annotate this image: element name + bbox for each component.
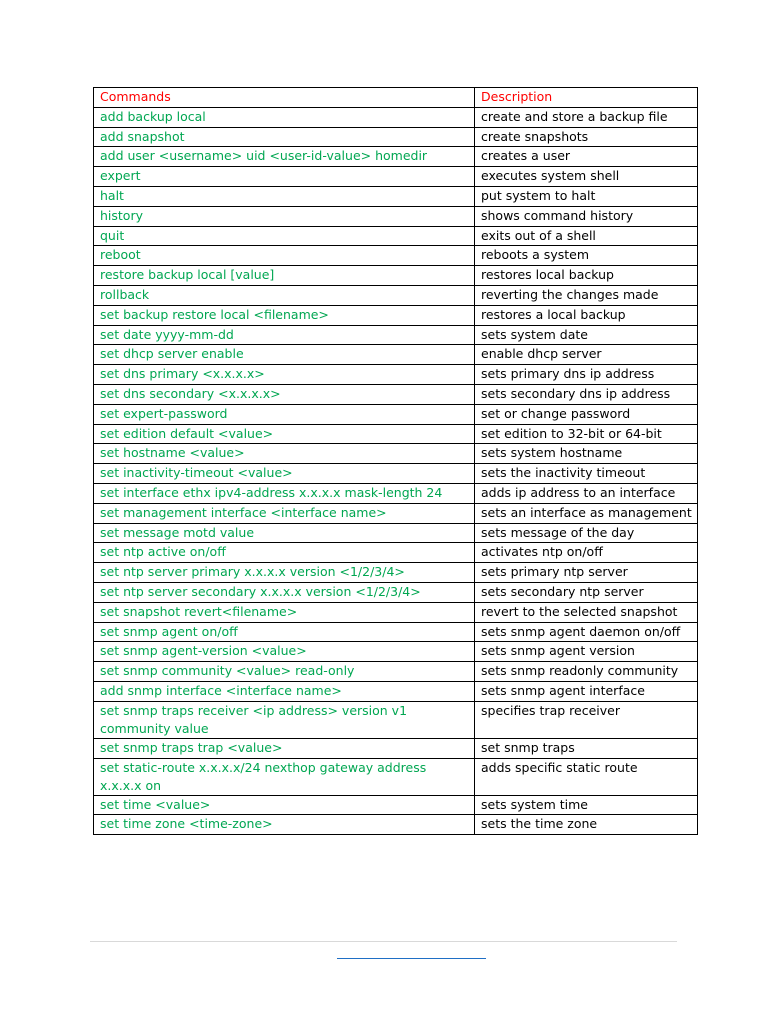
commands-table	[93, 87, 698, 835]
command-cell: reboot	[94, 246, 475, 266]
command-cell: set dhcp server enable	[94, 345, 475, 365]
table-row	[94, 523, 698, 543]
command-cell: rollback	[94, 285, 475, 305]
command-cell: set snmp traps trap <value>	[94, 738, 475, 758]
description-cell: create and store a backup file	[475, 107, 698, 127]
command-cell: set interface ethx ipv4-address x.x.x.x mask-length 24	[94, 483, 475, 503]
command-cell: set dns primary <x.x.x.x>	[94, 365, 475, 385]
description-cell: adds specific static route	[475, 758, 698, 795]
table-row	[94, 444, 698, 464]
table-header-row	[94, 88, 698, 108]
table-row	[94, 404, 698, 424]
description-cell: restores a local backup	[475, 305, 698, 325]
command-cell: set hostname <value>	[94, 444, 475, 464]
description-cell: sets system time	[475, 795, 698, 815]
table-row	[94, 464, 698, 484]
table-row	[94, 345, 698, 365]
description-cell: adds ip address to an interface	[475, 483, 698, 503]
description-cell: specifies trap receiver	[475, 701, 698, 738]
command-cell: set expert-password	[94, 404, 475, 424]
command-cell: restore backup local [value]	[94, 266, 475, 286]
description-cell: reboots a system	[475, 246, 698, 266]
footer-divider	[90, 941, 677, 942]
table-row	[94, 424, 698, 444]
description-cell: sets system hostname	[475, 444, 698, 464]
command-cell: add user <username> uid <user-id-value> homedir	[94, 147, 475, 167]
description-cell: sets secondary dns ip address	[475, 384, 698, 404]
command-cell: set ntp server primary x.x.x.x version <1/2/3/4>	[94, 563, 475, 583]
table-row	[94, 503, 698, 523]
command-cell: add snmp interface <interface name>	[94, 681, 475, 701]
command-cell: set date yyyy-mm-dd	[94, 325, 475, 345]
table-row	[94, 622, 698, 642]
table-row	[94, 681, 698, 701]
command-cell: add backup local	[94, 107, 475, 127]
table-row	[94, 602, 698, 622]
command-cell: set dns secondary <x.x.x.x>	[94, 384, 475, 404]
table-row	[94, 246, 698, 266]
command-cell: set ntp active on/off	[94, 543, 475, 563]
description-cell: creates a user	[475, 147, 698, 167]
table-row	[94, 186, 698, 206]
description-cell: sets message of the day	[475, 523, 698, 543]
table-row	[94, 662, 698, 682]
command-cell: expert	[94, 167, 475, 187]
description-cell: sets snmp agent version	[475, 642, 698, 662]
header-commands: Commands	[94, 88, 475, 108]
description-cell: activates ntp on/off	[475, 543, 698, 563]
command-cell: set management interface <interface name>	[94, 503, 475, 523]
description-cell: reverting the changes made	[475, 285, 698, 305]
description-cell: set snmp traps	[475, 738, 698, 758]
table-row	[94, 738, 698, 758]
description-cell: enable dhcp server	[475, 345, 698, 365]
command-cell: set snmp agent on/off	[94, 622, 475, 642]
description-cell: sets an interface as management	[475, 503, 698, 523]
table-row	[94, 127, 698, 147]
table-row	[94, 642, 698, 662]
description-cell: sets snmp agent daemon on/off	[475, 622, 698, 642]
description-cell: set edition to 32-bit or 64-bit	[475, 424, 698, 444]
table-row	[94, 206, 698, 226]
description-cell: revert to the selected snapshot	[475, 602, 698, 622]
command-cell: quit	[94, 226, 475, 246]
description-cell: executes system shell	[475, 167, 698, 187]
table-row	[94, 325, 698, 345]
command-cell: set snmp traps receiver <ip address> version v1 community value	[94, 701, 475, 738]
description-cell: set or change password	[475, 404, 698, 424]
table-row	[94, 582, 698, 602]
description-cell: sets the time zone	[475, 815, 698, 835]
description-cell: sets snmp agent interface	[475, 681, 698, 701]
table-row	[94, 226, 698, 246]
table-row	[94, 147, 698, 167]
command-cell: set backup restore local <filename>	[94, 305, 475, 325]
description-cell: sets primary dns ip address	[475, 365, 698, 385]
description-cell: sets system date	[475, 325, 698, 345]
table-row	[94, 795, 698, 815]
description-cell: sets primary ntp server	[475, 563, 698, 583]
command-cell: set snmp community <value> read-only	[94, 662, 475, 682]
description-cell: sets snmp readonly community	[475, 662, 698, 682]
table-row	[94, 107, 698, 127]
command-cell: set ntp server secondary x.x.x.x version <1/2/3/4>	[94, 582, 475, 602]
table-row	[94, 266, 698, 286]
table-row	[94, 815, 698, 835]
table-row	[94, 483, 698, 503]
command-cell: set static-route x.x.x.x/24 nexthop gateway address x.x.x.x on	[94, 758, 475, 795]
command-cell: set inactivity-timeout <value>	[94, 464, 475, 484]
table-row	[94, 305, 698, 325]
description-cell: put system to halt	[475, 186, 698, 206]
table-row	[94, 285, 698, 305]
table-row	[94, 167, 698, 187]
command-cell: history	[94, 206, 475, 226]
description-cell: sets secondary ntp server	[475, 582, 698, 602]
command-cell: set edition default <value>	[94, 424, 475, 444]
description-cell: shows command history	[475, 206, 698, 226]
table-row	[94, 365, 698, 385]
description-cell: exits out of a shell	[475, 226, 698, 246]
table-row	[94, 758, 698, 795]
command-cell: set time <value>	[94, 795, 475, 815]
table-row	[94, 543, 698, 563]
table-row	[94, 701, 698, 738]
table-row	[94, 563, 698, 583]
description-cell: create snapshots	[475, 127, 698, 147]
command-cell: halt	[94, 186, 475, 206]
command-cell: set time zone <time-zone>	[94, 815, 475, 835]
command-cell: add snapshot	[94, 127, 475, 147]
description-cell: sets the inactivity timeout	[475, 464, 698, 484]
command-cell: set snapshot revert<filename>	[94, 602, 475, 622]
table-row	[94, 384, 698, 404]
command-cell: set message motd value	[94, 523, 475, 543]
command-cell: set snmp agent-version <value>	[94, 642, 475, 662]
header-description: Description	[475, 88, 698, 108]
description-cell: restores local backup	[475, 266, 698, 286]
footer-link-underline[interactable]	[337, 958, 486, 959]
